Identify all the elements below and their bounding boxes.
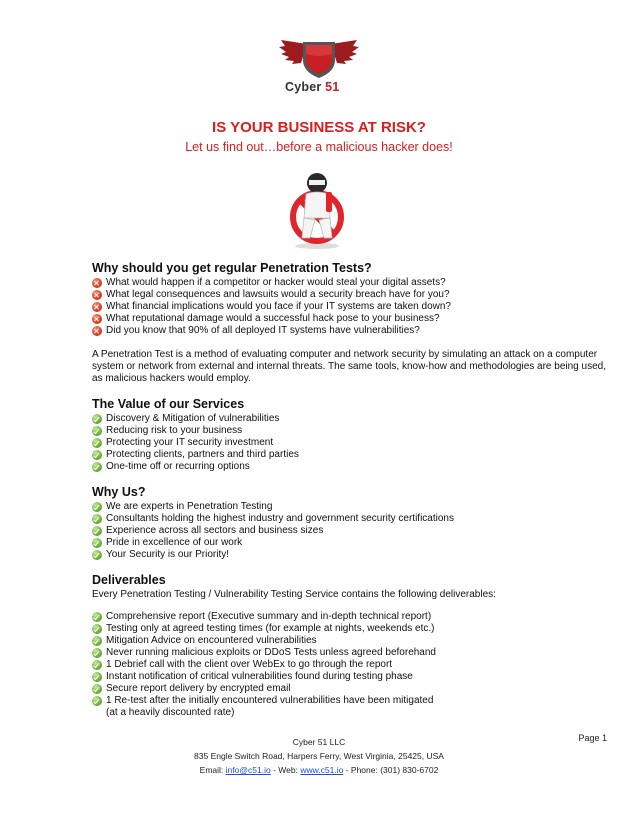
- list-item: Pride in excellence of our work: [92, 537, 612, 549]
- x-bullet-icon: [92, 302, 102, 312]
- list-item: What legal consequences and lawsuits would a security breach have for you?: [92, 289, 612, 301]
- check-bullet-icon: [92, 672, 102, 682]
- list-item: Secure report delivery by encrypted email: [92, 683, 612, 695]
- x-bullet-icon: [92, 314, 102, 324]
- check-bullet-icon: [92, 438, 102, 448]
- logo-text: Cyber 51: [285, 80, 340, 94]
- list-item: Testing only at agreed testing times (for example at nights, weekends etc.): [92, 623, 612, 635]
- footer-company: Cyber 51 LLC: [292, 737, 346, 747]
- deliverables-heading: Deliverables: [92, 573, 166, 587]
- list-item: 1 Debrief call with the client over WebEx to go through the report: [92, 659, 612, 671]
- check-bullet-icon: [92, 526, 102, 536]
- check-bullet-icon: [92, 624, 102, 634]
- list-item: Discovery & Mitigation of vulnerabilities: [92, 413, 612, 425]
- check-bullet-icon: [92, 648, 102, 658]
- value-list: [92, 413, 612, 473]
- list-item: Experience across all sectors and business sizes: [92, 525, 612, 537]
- list-item: What reputational damage would a successful hack pose to your business?: [92, 313, 612, 325]
- deliverables-item-continuation: (at a heavily discounted rate): [106, 707, 235, 718]
- list-item: Consultants holding the highest industry and government security certifications: [92, 513, 612, 525]
- list-item: We are experts in Penetration Testing: [92, 501, 612, 513]
- check-bullet-icon: [92, 514, 102, 524]
- why-list: [92, 277, 612, 337]
- page-subtitle: Let us find out…before a malicious hacker does!: [185, 140, 453, 154]
- page-number: Page 1: [578, 733, 607, 743]
- x-bullet-icon: [92, 326, 102, 336]
- list-item: Protecting your IT security investment: [92, 437, 612, 449]
- check-bullet-icon: [92, 684, 102, 694]
- web-link[interactable]: www.c51.io: [300, 765, 344, 775]
- value-heading: The Value of our Services: [92, 397, 245, 411]
- deliverables-list: [92, 611, 612, 707]
- list-item: Protecting clients, partners and third parties: [92, 449, 612, 461]
- list-item: One-time off or recurring options: [92, 461, 612, 473]
- footer-address: 835 Engle Switch Road, Harpers Ferry, West Virginia, 25425, USA: [194, 751, 444, 761]
- check-bullet-icon: [92, 612, 102, 622]
- x-bullet-icon: [92, 290, 102, 300]
- list-item: Mitigation Advice on encountered vulnerabilities: [92, 635, 612, 647]
- footer: [0, 735, 638, 777]
- list-item: What financial implications would you face if your IT systems are taken down?: [92, 301, 612, 313]
- no-hacker-illustration: [288, 168, 346, 250]
- check-bullet-icon: [92, 450, 102, 460]
- list-item: Never running malicious exploits or DDoS Tests unless agreed beforehand: [92, 647, 612, 659]
- check-bullet-icon: [92, 426, 102, 436]
- pentest-description: A Penetration Test is a method of evaluating computer and network security by simulating an attack on a computer system or network from external and internal threats. The same tools, know-how and methodologies are being used, as malicious hackers would employ.: [92, 349, 606, 384]
- list-item: 1 Re-test after the initially encountered vulnerabilities have been mitigated: [92, 695, 612, 707]
- footer-contact: Email: info@c51.io - Web: www.c51.io - Phone: (301) 830-6702: [199, 765, 439, 775]
- list-item: Comprehensive report (Executive summary and in-depth technical report): [92, 611, 612, 623]
- check-bullet-icon: [92, 550, 102, 560]
- check-bullet-icon: [92, 462, 102, 472]
- list-item: Did you know that 90% of all deployed IT systems have vulnerabilities?: [92, 325, 612, 337]
- check-bullet-icon: [92, 696, 102, 706]
- list-item: Instant notification of critical vulnerabilities found during testing phase: [92, 671, 612, 683]
- email-link[interactable]: info@c51.io: [225, 765, 271, 775]
- whyus-list: [92, 501, 612, 561]
- check-bullet-icon: [92, 414, 102, 424]
- list-item: Reducing risk to your business: [92, 425, 612, 437]
- check-bullet-icon: [92, 660, 102, 670]
- deliverables-intro: Every Penetration Testing / Vulnerability Testing Service contains the following deliverables:: [92, 589, 496, 600]
- check-bullet-icon: [92, 538, 102, 548]
- why-heading: Why should you get regular Penetration Tests?: [92, 261, 372, 275]
- list-item: What would happen if a competitor or hacker would steal your digital assets?: [92, 277, 612, 289]
- x-bullet-icon: [92, 278, 102, 288]
- check-bullet-icon: [92, 636, 102, 646]
- check-bullet-icon: [92, 502, 102, 512]
- content: [92, 261, 612, 719]
- page-title: IS YOUR BUSINESS AT RISK?: [212, 119, 426, 136]
- list-item: Your Security is our Priority!: [92, 549, 612, 561]
- whyus-heading: Why Us?: [92, 485, 146, 499]
